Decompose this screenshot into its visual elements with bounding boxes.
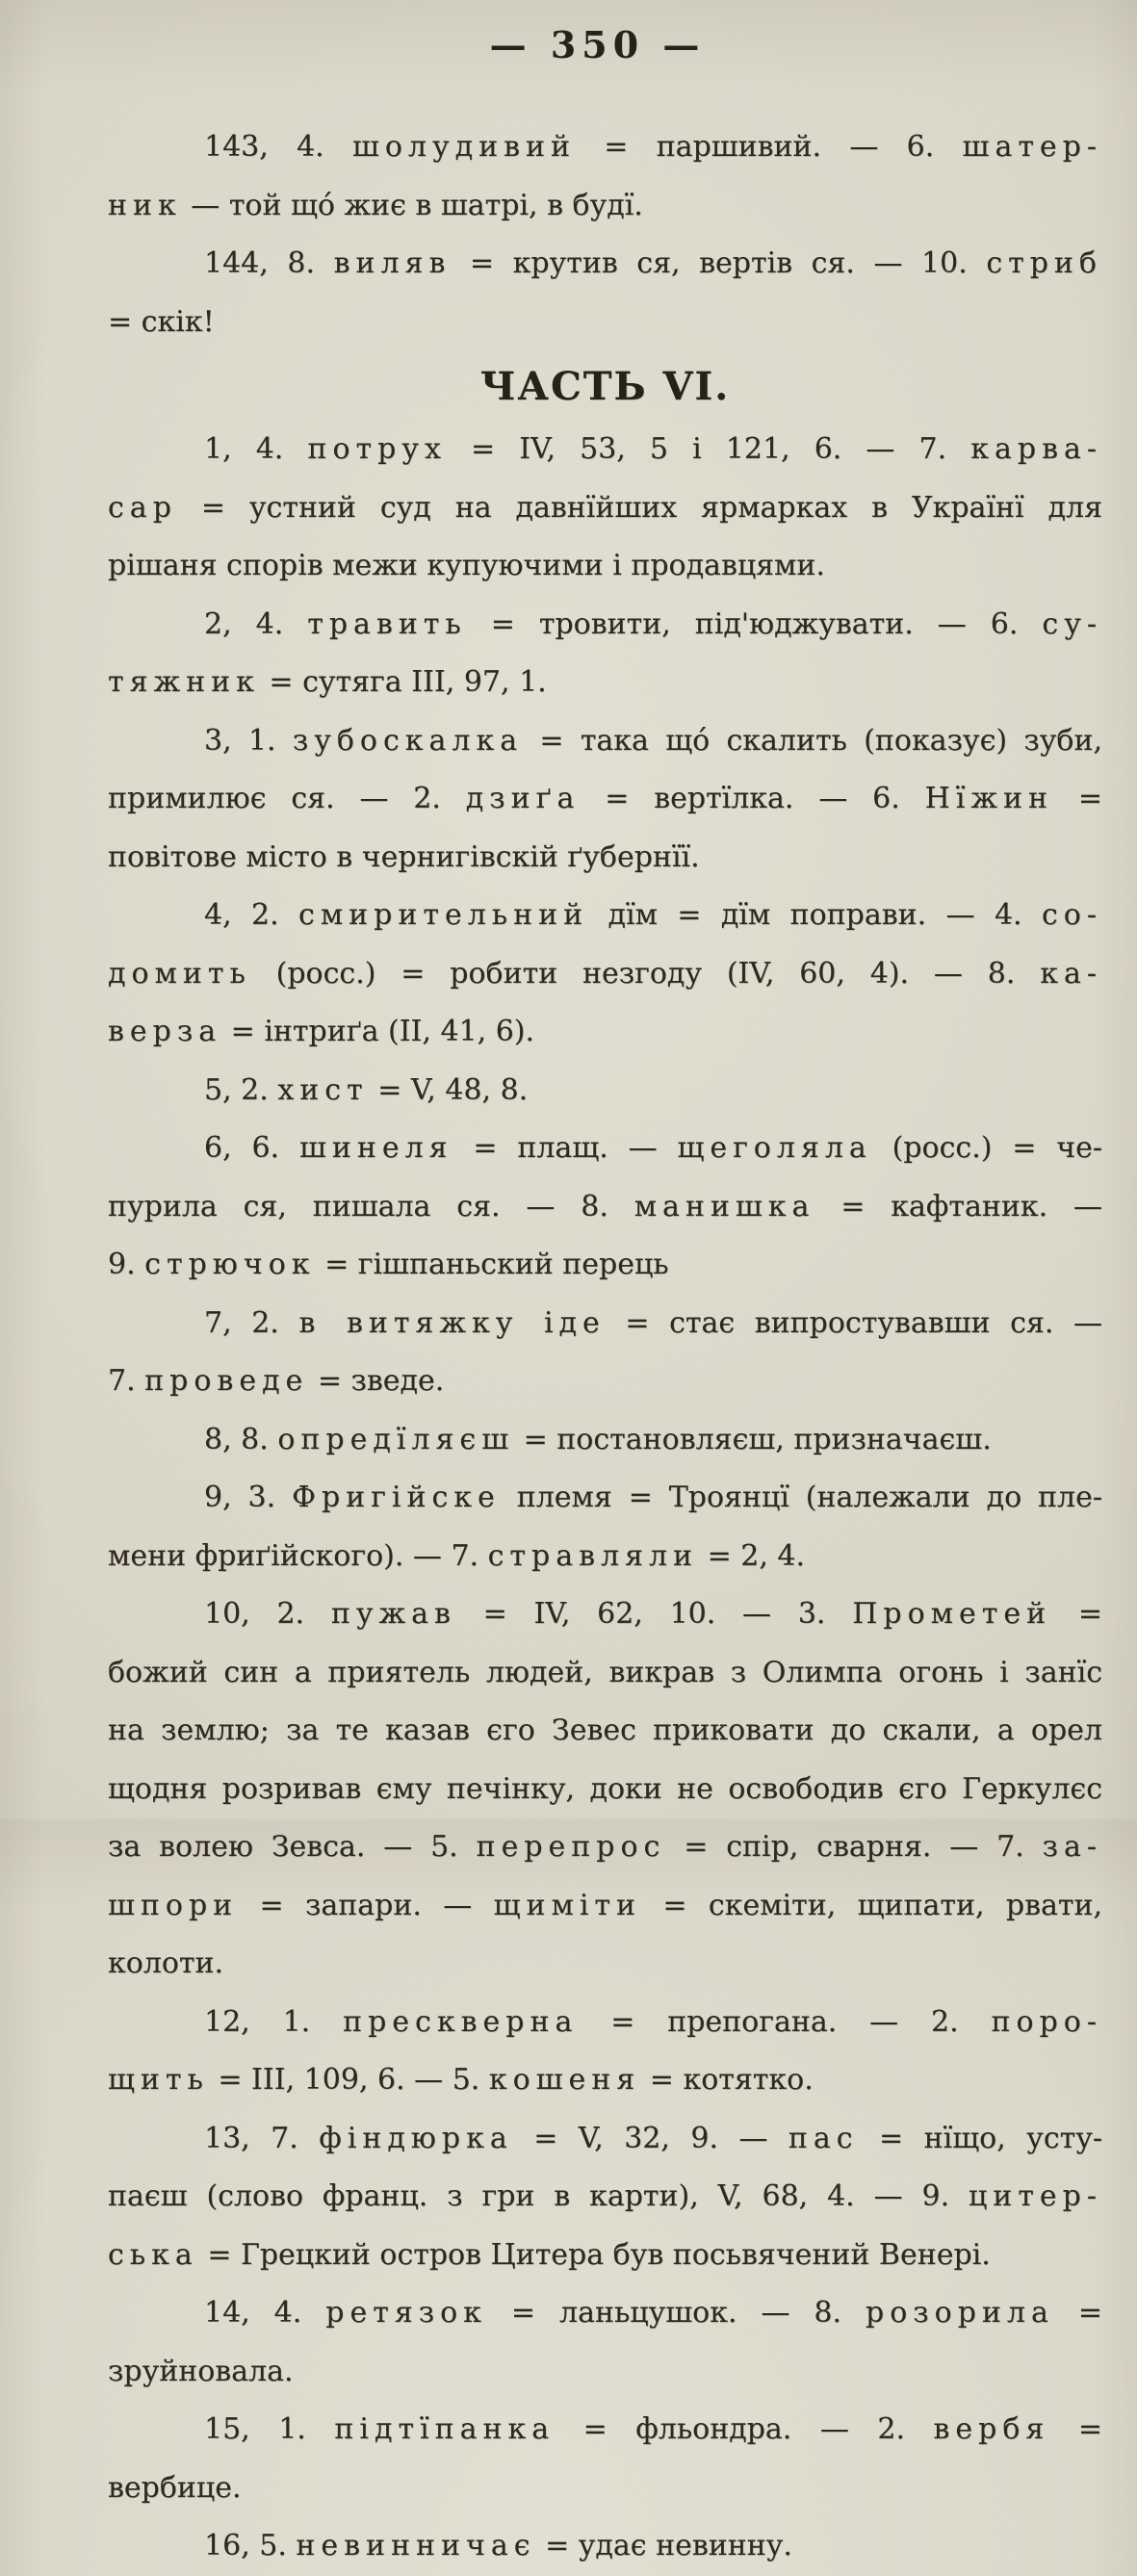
text-line — [108, 235, 1102, 294]
text-line — [108, 2517, 1102, 2576]
glossary-term: кошеня — [488, 2063, 641, 2097]
text-segment: вербице. — [108, 2470, 242, 2505]
text-line — [108, 1120, 1102, 1178]
text-segment: за волею Зевса. — 5. — [108, 1830, 477, 1864]
text-line — [108, 945, 1102, 1004]
text-segment: = постановляєш, призначаєш. — [514, 1422, 992, 1456]
text-line — [108, 1702, 1102, 1761]
glossary-term: стриб — [986, 246, 1102, 280]
text-segment: = гішпаньский перець — [315, 1248, 669, 1281]
glossary-term: со- — [1042, 898, 1102, 932]
text-segment: = плащ. — — [452, 1131, 678, 1165]
text-segment: 7, 2. — [204, 1305, 299, 1340]
glossary-term: вербя — [933, 2412, 1050, 2446]
text-segment: = стає випростувавши ся. — — [605, 1305, 1102, 1340]
text-segment: 5, 2. — [204, 1072, 278, 1107]
text-line — [108, 1469, 1102, 1528]
text-segment: = удає невинну. — [535, 2529, 792, 2563]
glossary-term: верза — [108, 1015, 222, 1048]
glossary-term: підтїпанка — [334, 2412, 556, 2446]
text-block — [108, 118, 1102, 2576]
glossary-term: щить — [108, 2063, 209, 2097]
section-heading: ЧАСТЬ VI. — [479, 364, 731, 409]
text-line — [108, 1236, 1102, 1295]
glossary-term: розорила — [866, 2296, 1054, 2330]
text-line — [108, 294, 1102, 352]
text-segment: = фльондра. — 2. — [555, 2412, 934, 2446]
text-line — [108, 1003, 1102, 1062]
glossary-term: хист — [277, 1072, 369, 1107]
glossary-term: за- — [1042, 1830, 1102, 1864]
text-segment: племя = Троянцї (належали до пле- — [500, 1481, 1102, 1514]
text-segment: колоти. — [108, 1946, 224, 1980]
text-line — [108, 1352, 1102, 1411]
glossary-term: щиміти — [493, 1888, 642, 1922]
text-line — [108, 2284, 1102, 2343]
glossary-term: манишка — [633, 1189, 815, 1224]
text-segment: = котятко. — [640, 2063, 814, 2097]
text-segment: = кафтаник. — — [814, 1189, 1102, 1224]
text-segment: 10, 2. — [204, 1597, 331, 1631]
text-line — [108, 1644, 1102, 1703]
glossary-term: зубоскалка — [292, 723, 524, 758]
glossary-term: карва- — [970, 432, 1102, 466]
text-segment: = препогана. — 2. — [578, 2004, 992, 2039]
text-line — [108, 1818, 1102, 1877]
text-segment: — той щó жиє в шатрі, в будї. — [181, 188, 643, 222]
text-segment: = — [1051, 1597, 1102, 1631]
text-line — [108, 2110, 1102, 2169]
glossary-term: виляв — [333, 246, 452, 280]
text-line — [108, 2401, 1102, 2460]
glossary-term: прескверна — [343, 2004, 579, 2039]
glossary-term: шинеля — [298, 1131, 453, 1165]
glossary-term: шатер- — [962, 130, 1103, 164]
glossary-term: поро- — [991, 2004, 1102, 2039]
text-line — [108, 177, 1102, 236]
text-line — [108, 1062, 1102, 1121]
text-segment: = скік! — [108, 304, 215, 339]
glossary-term: Прометей — [852, 1597, 1052, 1631]
glossary-term: ретязок — [325, 2296, 487, 2330]
text-line — [108, 2460, 1102, 2518]
text-segment: дїм = дїм поправи. — 4. — [588, 898, 1042, 932]
text-segment: на землю; за те казав єго Зевес приковати до скали, а орел — [108, 1713, 1102, 1747]
text-segment: божий син а приятель людей, викрав з Олимпа огонь і занїс — [108, 1655, 1102, 1689]
text-segment: 144, 8. — [204, 246, 334, 280]
text-segment: = ланьцушок. — 8. — [486, 2296, 866, 2330]
glossary-term: фіндюрка — [319, 2121, 513, 2155]
text-line — [108, 1528, 1102, 1586]
text-segment: (росс.) = робити незгоду (IV, 60, 4). — 8. — [250, 956, 1041, 991]
text-line — [108, 654, 1102, 712]
glossary-term: проведе — [144, 1364, 309, 1398]
text-segment: = — [1049, 2412, 1102, 2446]
glossary-term: стрючок — [144, 1248, 316, 1281]
text-segment: = крутив ся, вертів ся. — 10. — [451, 246, 987, 280]
glossary-term: перепрос — [476, 1830, 666, 1864]
text-segment: = зведе. — [308, 1364, 445, 1398]
text-line — [108, 596, 1102, 655]
text-line — [108, 2051, 1102, 2110]
text-segment: 14, 4. — [204, 2296, 326, 2330]
text-line — [108, 479, 1102, 538]
text-segment: = нїщо, усту- — [858, 2121, 1102, 2155]
text-segment: 7. — [108, 1364, 145, 1398]
text-segment: = скеміти, щипати, рвати, — [641, 1888, 1102, 1922]
text-segment: зруйновала. — [108, 2354, 294, 2388]
glossary-term: смирительний — [298, 898, 589, 932]
text-segment: = паршивий. — 6. — [576, 130, 963, 164]
text-segment: = IV, 53, 5 і 121, 6. — 7. — [446, 432, 971, 466]
text-segment: 8, 8. — [204, 1422, 278, 1456]
text-line — [108, 1411, 1102, 1470]
text-segment: = інтриґа (II, 41, 6). — [221, 1015, 535, 1048]
glossary-term: пужав — [330, 1597, 456, 1631]
glossary-term: ка- — [1040, 956, 1102, 991]
text-line — [108, 1994, 1102, 2052]
text-segment: 15, 1. — [204, 2412, 335, 2446]
text-segment: = запари. — — [238, 1888, 494, 1922]
text-line — [108, 1761, 1102, 1819]
text-line — [108, 2168, 1102, 2227]
text-line — [108, 118, 1102, 177]
glossary-term: Нїжин — [924, 782, 1053, 815]
text-line — [108, 1877, 1102, 1936]
text-segment: = IV, 62, 10. — 3. — [455, 1597, 853, 1631]
text-segment: мени фриґійского). — 7. — [108, 1538, 488, 1573]
text-segment: 4, 2. — [204, 898, 299, 932]
text-segment: (росс.) = че- — [871, 1131, 1102, 1165]
text-segment: = така щó скалить (показує) зуби, — [523, 723, 1102, 758]
glossary-term: травить — [307, 606, 467, 641]
glossary-term: потрух — [307, 432, 447, 466]
glossary-term: стравляли — [487, 1538, 699, 1573]
text-segment: = III, 109, 6. — 5. — [208, 2063, 489, 2097]
page-number: — 350 — — [489, 23, 706, 66]
text-segment: 9. — [108, 1248, 145, 1281]
text-segment: = — [1053, 782, 1102, 815]
text-segment: = V, 48, 8. — [368, 1072, 529, 1107]
text-segment: = устний суд на давнїйших ярмарках в Українї для — [176, 490, 1102, 525]
text-line — [108, 1178, 1102, 1237]
text-segment: = сутяга III, 97, 1. — [259, 665, 547, 699]
text-segment: 6, 6. — [204, 1131, 299, 1165]
text-line — [108, 1295, 1102, 1353]
text-line — [108, 1935, 1102, 1994]
text-segment: = 2, 4. — [698, 1538, 806, 1573]
glossary-term: су- — [1042, 606, 1102, 641]
glossary-term: Фригійске — [292, 1481, 501, 1514]
glossary-term: щеголяла — [677, 1131, 872, 1165]
text-line — [108, 421, 1102, 479]
text-line — [108, 1585, 1102, 1644]
text-segment: = спір, сварня. — 7. — [665, 1830, 1043, 1864]
glossary-term: ник — [108, 188, 182, 222]
text-line — [108, 537, 1102, 596]
text-line — [108, 2227, 1102, 2285]
text-segment: 2, 4. — [204, 606, 308, 641]
glossary-term: невинничає — [296, 2529, 536, 2563]
text-segment: примилює ся. — 2. — [108, 782, 466, 815]
glossary-term: сар — [108, 490, 177, 525]
glossary-term: дзиґа — [465, 782, 581, 815]
text-line — [108, 2343, 1102, 2402]
glossary-term: в витяжку іде — [298, 1305, 606, 1340]
glossary-term: ська — [108, 2237, 198, 2272]
text-segment: = вертїлка. — 6. — [580, 782, 925, 815]
text-segment: 12, 1. — [204, 2004, 344, 2039]
glossary-term: цитер- — [969, 2179, 1102, 2213]
text-segment: повітове місто в чернигівскій ґубернїї. — [108, 839, 700, 874]
glossary-term: опредїляєш — [277, 1422, 515, 1456]
text-segment: 9, 3. — [204, 1481, 293, 1514]
text-segment: пурила ся, пишала ся. — 8. — [108, 1189, 634, 1224]
glossary-term: тяжник — [108, 665, 260, 699]
glossary-term: шпори — [108, 1888, 239, 1922]
text-segment: щодня розривав єму печінку, доки не освободив єго Геркулєс — [108, 1771, 1102, 1806]
text-segment: 143, 4. — [204, 130, 352, 164]
text-segment: = тровити, під'юджувати. — 6. — [466, 606, 1043, 641]
text-segment: 1, 4. — [204, 432, 308, 466]
glossary-term: шолудивий — [351, 130, 576, 164]
text-segment: рішаня спорів межи купуючими і продавцями. — [108, 549, 825, 582]
text-segment: паєш (слово франц. з гри в карти), V, 68, 4. — 9. — [108, 2179, 969, 2213]
text-line — [108, 770, 1102, 829]
glossary-term: домить — [108, 956, 251, 991]
text-segment: = V, 32, 9. — — [512, 2121, 788, 2155]
glossary-term: пас — [788, 2121, 859, 2155]
text-line — [108, 887, 1102, 945]
text-segment: 16, 5. — [204, 2529, 297, 2563]
text-segment: = — [1053, 2296, 1102, 2330]
text-segment: = Грецкий остров Цитера був посьвячений Венері. — [197, 2237, 991, 2272]
text-segment: 3, 1. — [204, 723, 293, 758]
text-segment: 13, 7. — [204, 2121, 320, 2155]
text-line — [108, 829, 1102, 888]
text-line — [108, 712, 1102, 771]
